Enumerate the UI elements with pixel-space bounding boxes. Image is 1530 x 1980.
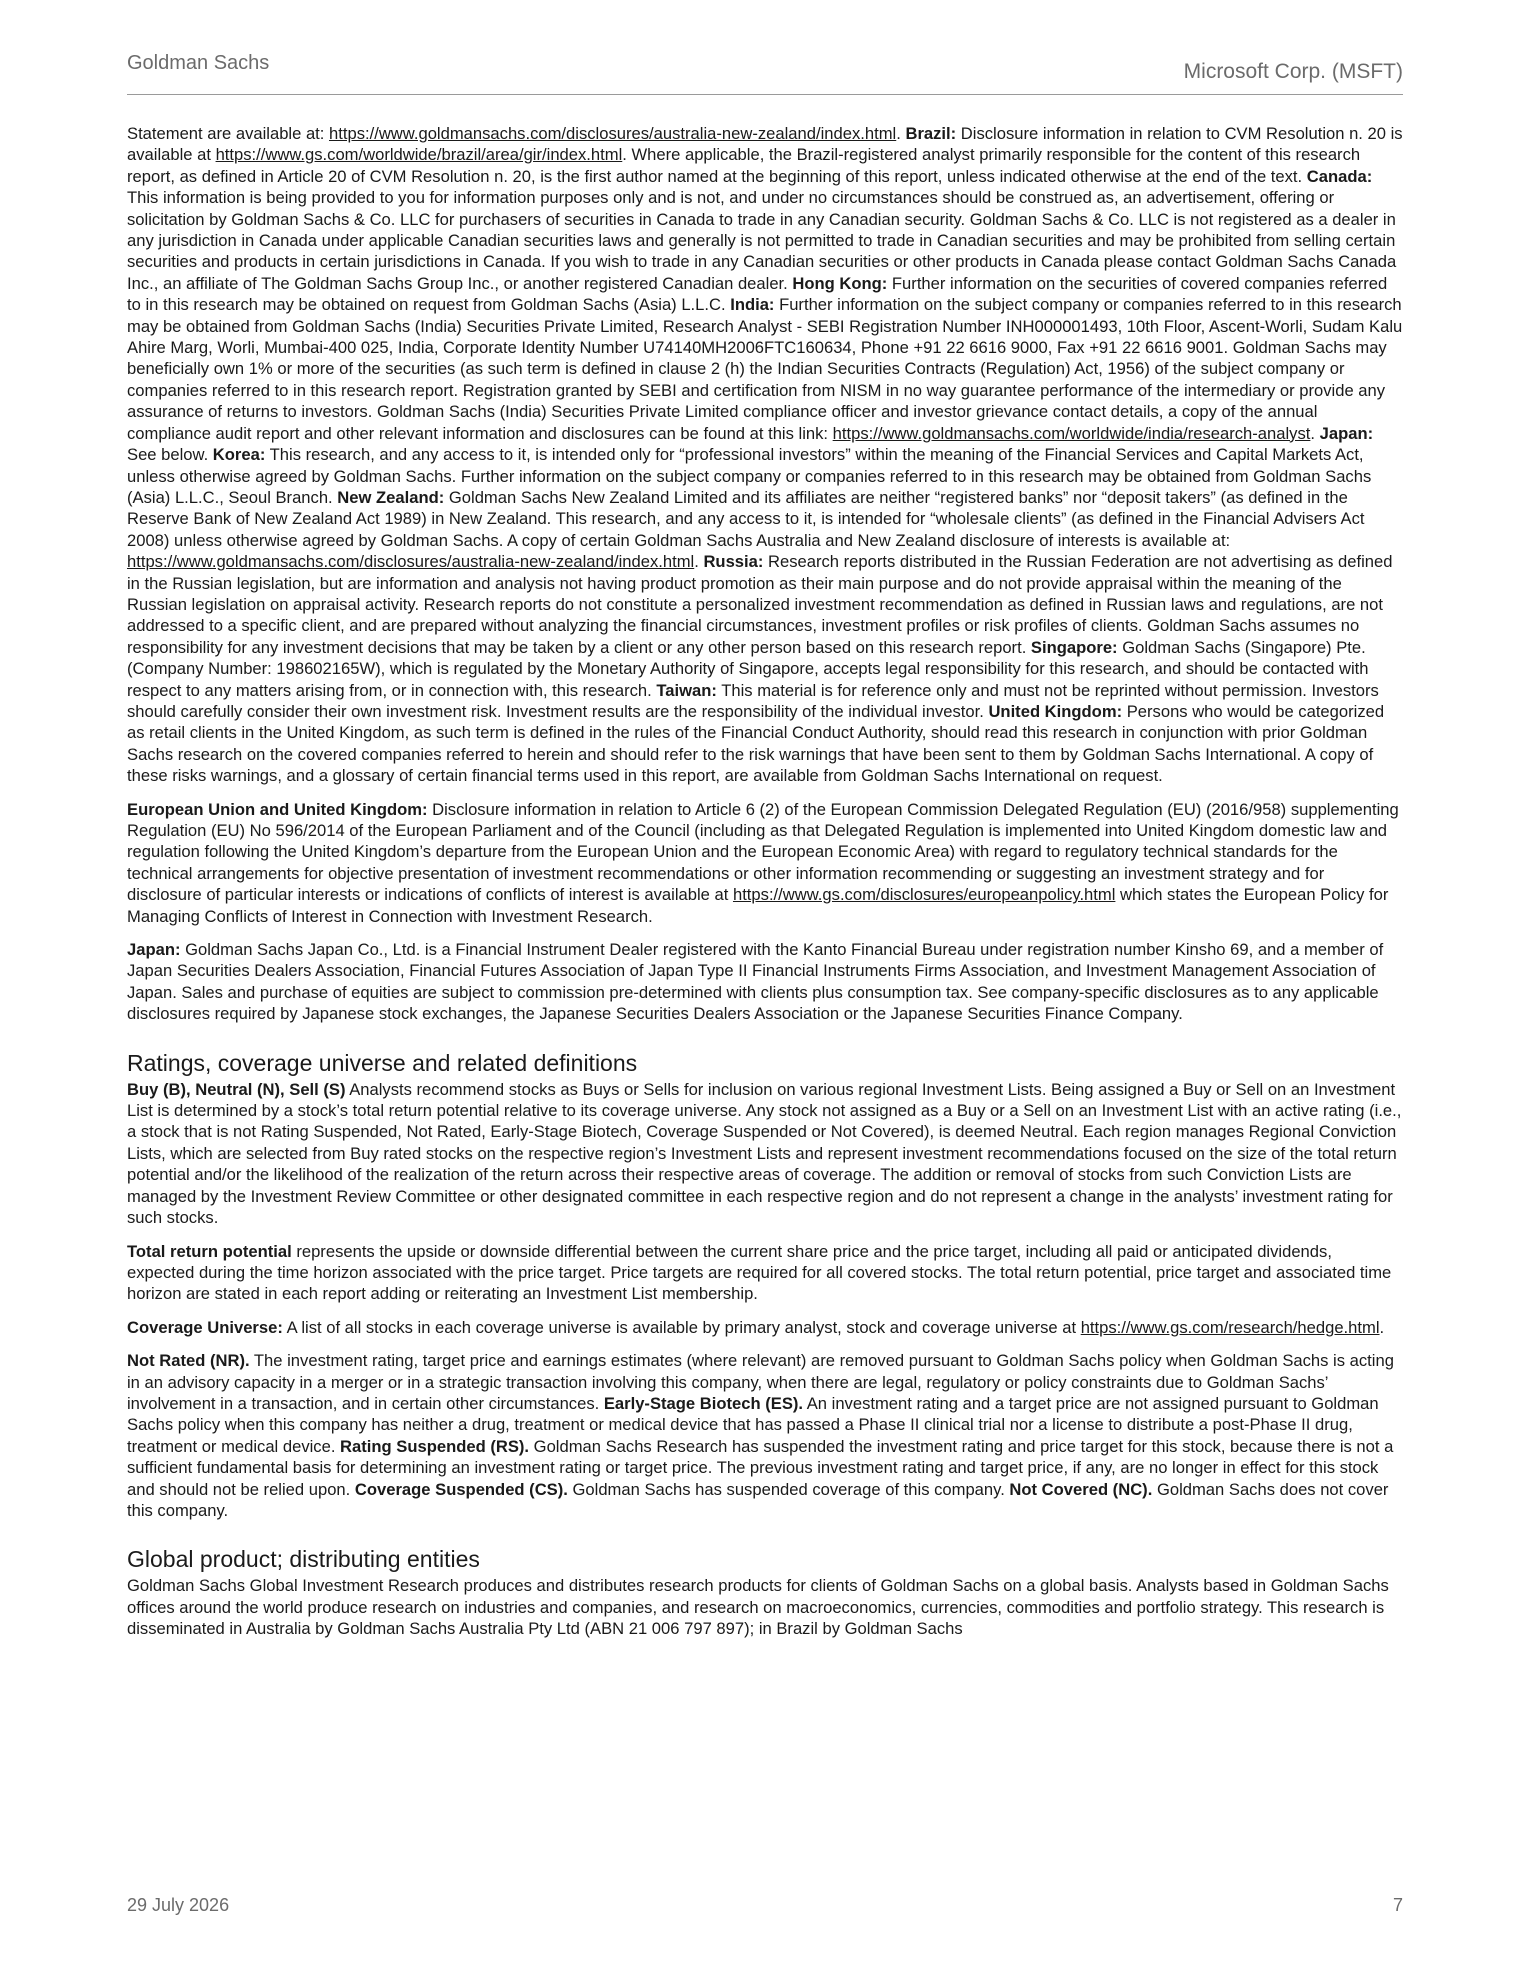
footer-page-number: 7 <box>1392 1895 1403 1915</box>
taiwan-label: Taiwan: <box>656 680 717 700</box>
regional-disclosures-paragraph: Statement are available at: https://www.goldmansachs.com/disclosures/australia-new-zealand/index.html. Brazil: Disclosure information in relation to CVM Resolution n. 20 is available at https://www.gs.com/worldwide/brazil/area/gir/index.html. Where applicable, the Brazil-registered analyst primarily responsible for the content of this research report, as defined in Article 20 of CVM Resolution n. 20, is the first author named at the beginning of this report, unless indicated otherwise at the end of the text. Canada: This information is being provided to you for information purposes only and is not, and under no circumstances should be construed as, an advertisement, offering or solicitation by Goldman Sachs & Co. LLC for purchasers of securities in Canada to trade in any Canadian security. Goldman Sachs & Co. LLC is not registered as a dealer in any jurisdiction in Canada under applicable Canadian securities laws and generally is not permitted to trade in Canadian securities and may be prohibited from selling certain securities and products in certain jurisdictions in Canada. If you wish to trade in any Canadian securities or other products in Canada please contact Goldman Sachs Canada Inc., an affiliate of The Goldman Sachs Group Inc., or another registered Canadian dealer. Hong Kong: Further information on the securities of covered companies referred to in this research may be obtained on request from Goldman Sachs (Asia) L.L.C. India: Further information on the subject company or companies referred to in this research may be obtained from Goldman Sachs (India) Securities Private Limited, Research Analyst - SEBI Registration Number INH000001493, 10th Floor, Ascent-Worli, Sudam Kalu Ahire Marg, Worli, Mumbai-400 025, India, Corporate Identity Number U74140MH2006FTC160634, Phone +91 22 6616 9000, Fax +91 22 6616 9001. Goldman Sachs may beneficially own 1% or more of the securities (as such term is defined in clause 2 (h) the Indian Securities Contracts (Regulation) Act, 1956) of the subject company or companies referred to in this research report. Registration granted by SEBI and certification from NISM in no way guarantee performance of the intermediary or provide any assurance of returns to investors. Goldman Sachs (India) Securities Private Limited compliance officer and investor grievance contact details, a copy of the annual compliance audit report and other relevant information and disclosures can be found at this link: https://www.goldmansachs.com/worldwide/india/research-analyst. Japan: See below. Korea: This research, and any access to it, is intended only for “professional investors” within the meaning of the Financial Services and Capital Markets Act, unless otherwise agreed by Goldman Sachs. Further information on the subject company or companies referred to in this research may be obtained from Goldman Sachs (Asia) L.L.C., Seoul Branch. New Zealand: Goldman Sachs New Zealand Limited and its affiliates are neither “registered banks” nor “deposit takers” (as defined in the Reserve Bank of New Zealand Act 1989) in New Zealand. This research, and any access to it, is intended for “wholesale clients” (as defined in the Financial Advisers Act 2008) unless otherwise agreed by Goldman Sachs. A copy of certain Goldman Sachs Australia and New Zealand disclosure of interests is available at: https://www.goldmansachs.com/disclosures/australia-new-zealand/index.html. Russia: Research reports distributed in the Russian Federation are not advertising as defined in the Russian legislation, but are information and analysis not having product promotion as their main purpose and do not provide appraisal within the meaning of the Russian legislation on appraisal activity. Research reports do not constitute a personalized investment recommendation as defined in Russian laws and regulations, are not addressed to a specific client, and are prepared without analyzing the financial circumstances, investment profiles or risk profiles of clients. Goldman Sachs assumes no responsibility for any investment decisions that may be taken by a client or any other person based on this research report. Singapore: Goldman Sachs (Singapore) Pte. (Company Number: 198602165W), which is regulated by the Monetary Authority of Singapore, accepts legal responsibility for this research, and should be contacted with respect to any matters arising from, or in connection with, this research. Taiwan: This material is for reference only and must not be reprinted without permission. Investors should carefully consider their own investment risk. Investment results are the responsibility of the individual investor. United Kingdom: Persons who would be categorized as retail clients in the United Kingdom, as such term is defined in the rules of the Financial Conduct Authority, should read this research in conjunction with prior Goldman Sachs research on the covered companies referred to herein and should refer to the risk warnings that have been sent to them by Goldman Sachs International. A copy of these risks warnings, and a glossary of certain financial terms used in this report, are available from Goldman Sachs International on request. <box>127 124 1403 786</box>
japan-disclosure-paragraph: Japan: Goldman Sachs Japan Co., Ltd. is a Financial Instrument Dealer registered with the Kanto Financial Bureau under registration number Kinsho 69, and a member of Japan Securities Dealers Association, Financial Futures Association of Japan Type II Financial Instruments Firms Association, and Investment Management Association of Japan. Sales and purchase of equities are subject to commission pre-determined with clients plus consumption tax. See company-specific disclosures as to any applicable disclosures required by Japanese stock exchanges, the Japanese Securities Dealers Association or the Japanese Securities Finance Company. <box>127 940 1384 1024</box>
header-divider <box>127 94 1403 95</box>
header-firm-name: Goldman Sachs <box>127 52 270 74</box>
new-zealand-label: New Zealand: <box>337 487 445 507</box>
united-kingdom-label: United Kingdom: <box>988 701 1123 721</box>
ratings-section-heading: Ratings, coverage universe and related definitions <box>127 1049 638 1076</box>
singapore-label: Singapore: <box>1030 637 1118 657</box>
coverage-universe-link[interactable]: https://www.gs.com/research/hedge.html <box>1080 1317 1380 1337</box>
russia-label: Russia: <box>703 552 764 572</box>
australia-nz-disclosure-link-2[interactable]: https://www.goldmansachs.com/disclosures/australia-new-zealand/index.html <box>127 552 695 572</box>
ratings-definition-paragraph: Buy (B), Neutral (N), Sell (S) Analysts recommend stocks as Buys or Sells for inclusion on various regional Investment Lists. Being assigned a Buy or Sell on an Investment List is determined by a stock’s total return potential relative to its coverage universe. Any stock not assigned as a Buy or a Sell on an Investment List with an active rating (i.e., a stock that is not Rating Suspended, Not Rated, Early-Stage Biotech, Coverage Suspended or Not Covered), is deemed Neutral. Each region manages Regional Conviction Lists, which are selected from Buy rated stocks on the respective region’s Investment Lists and represent investment recommendations focused on the size of the total return potential and/or the likelihood of the realization of the return across their respective areas of coverage. The addition or removal of stocks from such Conviction Lists are managed by the Investment Review Committee or other designated committee in each respective region and do not represent a change in the analysts’ investment rating for such stocks. <box>127 1079 1402 1228</box>
india-label: India: <box>730 295 775 315</box>
header-company-title: Microsoft Corp. (MSFT) <box>1183 60 1403 83</box>
disclosure-body <box>127 123 1403 1652</box>
european-policy-link[interactable]: https://www.gs.com/disclosures/europeanpolicy.html <box>732 885 1116 905</box>
brazil-disclosure-link[interactable]: https://www.gs.com/worldwide/brazil/area/gir/index.html <box>215 145 623 165</box>
rating-status-definitions-paragraph: Not Rated (NR). The investment rating, target price and earnings estimates (where relevant) are removed pursuant to Goldman Sachs policy when Goldman Sachs is acting in an advisory capacity in a merger or in a strategic transaction involving this company, when there are legal, regulatory or policy constraints due to Goldman Sachs’ involvement in a transaction, and in certain other circumstances. Early-Stage Biotech (ES). An investment rating and a target price are not assigned pursuant to Goldman Sachs policy when this company has neither a drug, treatment or medical device that has passed a Phase II clinical trial nor a license to distribute a post-Phase II drug, treatment or medical device. Rating Suspended (RS). Goldman Sachs Research has suspended the investment rating and price target for this stock, because there is not a sufficient fundamental basis for determining an investment rating or target price. The previous investment rating and target price, if any, are no longer in effect for this stock and should not be relied upon. Coverage Suspended (CS). Goldman Sachs has suspended coverage of this company. Not Covered (NC). Goldman Sachs does not cover this company. <box>127 1351 1394 1520</box>
global-product-section-heading: Global product; distributing entities <box>127 1546 480 1573</box>
global-product-paragraph: Goldman Sachs Global Investment Research produces and distributes research products for clients of Goldman Sachs on a global basis. Analysts based in Goldman Sachs offices around the world produce research on industries and companies, and research on macroeconomics, currencies, commodities and portfolio strategy. This research is disseminated in Australia by Goldman Sachs Australia Pty Ltd (ABN 21 006 797 897); in Brazil by Goldman Sachs <box>127 1576 1389 1639</box>
japan-label: Japan: <box>1319 423 1374 443</box>
canada-label: Canada: <box>1306 166 1373 186</box>
total-return-paragraph: Total return potential represents the upside or downside differential between the current share price and the price target, including all paid or anticipated dividends, expected during the time horizon associated with the price target. Price targets are required for all covered stocks. The total return potential, price target and associated time horizon are stated in each report adding or reiterating an Investment List membership. <box>127 1241 1392 1304</box>
footer-date: 29 July 2026 <box>127 1895 230 1915</box>
hong-kong-label: Hong Kong: <box>792 273 888 293</box>
coverage-universe-paragraph: Coverage Universe: A list of all stocks in each coverage universe is available by primary analyst, stock and coverage universe at https://www.gs.com/research/hedge.html. <box>127 1317 1385 1337</box>
india-research-analyst-link[interactable]: https://www.goldmansachs.com/worldwide/india/research-analyst <box>832 423 1311 443</box>
korea-label: Korea: <box>212 445 266 465</box>
australia-nz-disclosure-link[interactable]: https://www.goldmansachs.com/disclosures/australia-new-zealand/index.html <box>329 124 897 143</box>
brazil-label: Brazil: <box>905 124 957 143</box>
eu-uk-disclosure-paragraph: European Union and United Kingdom: Disclosure information in relation to Article 6 (2) of the European Commission Delegated Regulation (EU) (2016/958) supplementing Regulation (EU) No 596/2014 of the European Parliament and of the Council (including as that Delegated Regulation is implemented into United Kingdom domestic law and regulation following the United Kingdom’s departure from the European Union and the European Economic Area) with regard to regulatory technical standards for the technical arrangements for objective presentation of investment recommendations or other information recommending or suggesting an investment strategy and for disclosure of particular interests or indications of conflicts of interest is available at https://www.gs.com/disclosures/europeanpolicy.html which states the European Policy for Managing Conflicts of Interest in Connection with Investment Research. <box>127 799 1399 926</box>
